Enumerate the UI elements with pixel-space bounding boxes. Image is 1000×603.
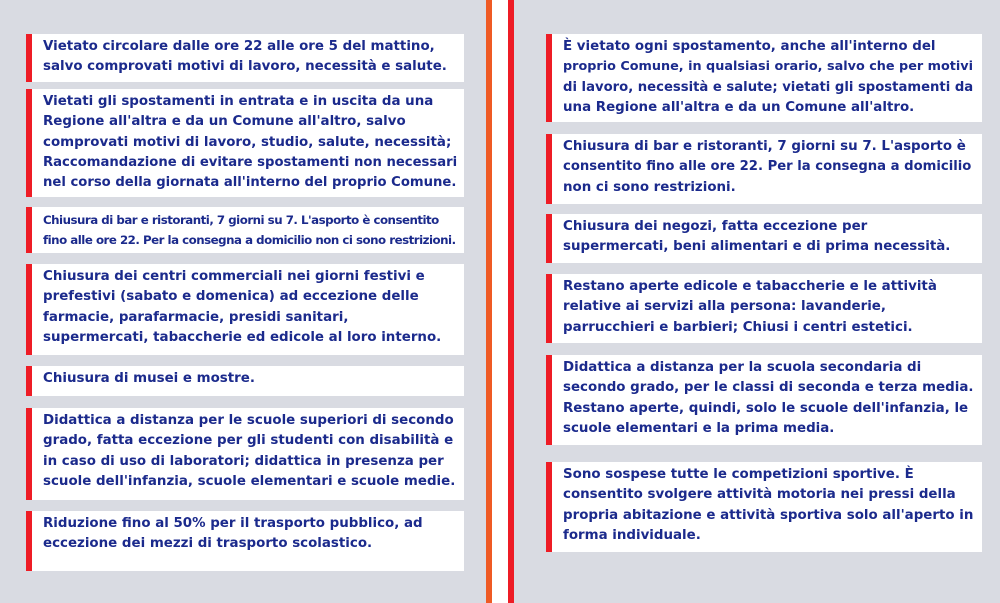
rule-card-sports — [546, 462, 982, 552]
rule-text-line: proprio Comune, in qualsiasi orario, salvo che per motivi — [563, 59, 974, 75]
rule-text-line: parrucchieri e barbieri; Chiusi i centri estetici. — [563, 319, 913, 335]
rule-text-line: supermercati, tabaccherie ed edicole al loro interno. — [43, 329, 442, 345]
rule-text-line: eccezione dei mezzi di trasporto scolastico. — [43, 536, 373, 552]
rule-text-line: Chiusura di bar e ristoranti, 7 giorni su 7. L'asporto è — [563, 139, 966, 154]
rule-text-line: nel corso della giornata all'interno del proprio Comune. — [43, 175, 457, 191]
rule-text-line: fino alle ore 22. Per la consegna a domicilio non ci sono restrizioni. — [43, 233, 456, 248]
rule-card-curfew — [26, 34, 464, 82]
rule-card-museums — [26, 366, 464, 396]
rule-text-line: scuole dell'infanzia, scuole elementari e scuole medie. — [43, 473, 456, 489]
rule-text-line: Chiusura di musei e mostre. — [43, 371, 255, 386]
rule-text-line: Restano aperte, quindi, solo le scuole dell'infanzia, le — [563, 400, 969, 416]
rule-text-line: Chiusura dei centri commerciali nei giorni festivi e — [43, 269, 425, 284]
rule-card-shops — [546, 214, 982, 263]
rule-text-line: Chiusura di bar e ristoranti, 7 giorni su 7. L'asporto è consentito — [43, 213, 439, 227]
rule-card-movement-ban — [546, 34, 982, 122]
yellow-zone-panel — [0, 0, 492, 603]
rule-text-line: scuole elementari e la prima media. — [563, 420, 835, 436]
rule-card-travel — [26, 89, 464, 197]
rule-text-line: supermercati, beni alimentari e di prima necessità. — [563, 239, 951, 255]
rule-text-line: Vietato circolare dalle ore 22 alle ore 5 del mattino, — [43, 39, 435, 54]
red-zone-panel — [508, 0, 1000, 603]
rule-text-line: relative ai servizi alla persona: lavanderie, — [563, 299, 886, 315]
rule-text-line: Riduzione fino al 50% per il trasporto pubblico, ad — [43, 516, 423, 531]
rule-text-line: È vietato ogni spostamento, anche all'interno del — [563, 39, 936, 54]
rule-text-line: Sono sospese tutte le competizioni sportive. È — [563, 467, 914, 482]
rule-text-line: consentito fino alle ore 22. Per la consegna a domicilio — [563, 159, 972, 175]
rule-text-line: Didattica a distanza per le scuole superiori di secondo — [43, 413, 454, 428]
rule-text-line: forma individuale. — [563, 527, 701, 543]
rule-text-line: di lavoro, necessità e salute; vietati gli spostamenti da — [563, 79, 974, 95]
rule-text-line: secondo grado, per le classi di seconda e terza media. — [563, 380, 974, 396]
rule-card-shopping-centers — [26, 264, 464, 355]
rule-text-line: salvo comprovati motivi di lavoro, necessità e salute. — [43, 59, 447, 75]
rule-card-bars-restaurants — [546, 134, 982, 204]
rule-card-open-services — [546, 274, 982, 343]
rule-text-line: consentito svolgere attività motoria nei pressi della — [563, 487, 956, 503]
rule-text-line: farmacie, parafarmacie, presidi sanitari, — [43, 309, 349, 325]
rule-text-line: in caso di uso di laboratori; didattica in presenza per — [43, 453, 444, 469]
rule-text-line: non ci sono restrizioni. — [563, 179, 736, 195]
rule-card-schools — [546, 355, 982, 445]
rule-text-line: grado, fatta eccezione per gli studenti con disabilità e — [43, 433, 454, 449]
rule-text-line: comprovati motivi di lavoro, studio, salute, necessità; — [43, 134, 452, 150]
rule-text-line: Restano aperte edicole e tabaccherie e le attività — [563, 279, 937, 294]
rule-text-line: Vietati gli spostamenti in entrata e in uscita da una — [43, 94, 434, 109]
rule-card-schools — [26, 408, 464, 500]
rule-text-line: Chiusura dei negozi, fatta eccezione per — [563, 219, 868, 234]
rule-card-public-transport — [26, 511, 464, 571]
rule-text-line: propria abitazione e attività sportiva solo all'aperto in — [563, 507, 974, 523]
rule-text-line: Raccomandazione di evitare spostamenti non necessari — [43, 154, 458, 170]
rule-card-bars-restaurants — [26, 207, 464, 253]
rule-text-line: Regione all'altra e da un Comune all'altro, salvo — [43, 114, 406, 130]
rule-text-line: una Regione all'altra e da un Comune all'altro. — [563, 99, 915, 115]
rule-text-line: Didattica a distanza per la scuola secondaria di — [563, 360, 922, 375]
rule-text-line: prefestivi (sabato e domenica) ad eccezione delle — [43, 289, 419, 305]
